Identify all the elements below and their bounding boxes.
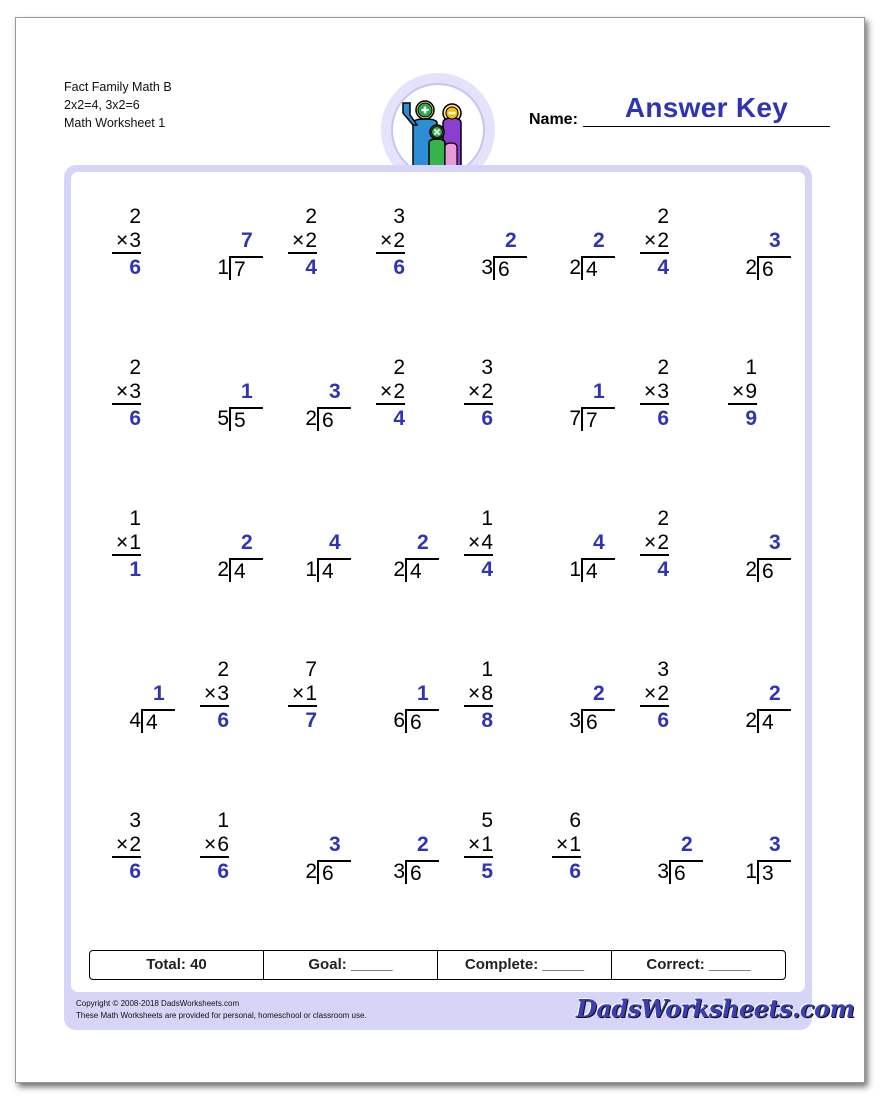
dividend: 6 xyxy=(405,709,439,733)
answer: 1 xyxy=(241,380,253,403)
division-problem xyxy=(365,508,445,598)
divisor: 7 xyxy=(569,407,581,430)
times-sign: × xyxy=(116,833,129,856)
times-sign: × xyxy=(644,380,657,403)
multiplier: ×2 xyxy=(112,834,141,858)
worksheet-title: Fact Family Math B xyxy=(64,80,172,94)
answer: 6 xyxy=(217,860,229,883)
multiplicand: 1 xyxy=(217,809,229,832)
name-label: Name: xyxy=(529,111,578,128)
multiplier: ×2 xyxy=(640,683,669,707)
answer: 2 xyxy=(505,229,517,252)
answer: 9 xyxy=(745,407,757,430)
multiplicand: 3 xyxy=(657,658,669,681)
divisor: 3 xyxy=(657,860,669,883)
division-problem xyxy=(101,659,181,749)
multiplicand: 7 xyxy=(305,658,317,681)
multiplier: ×2 xyxy=(640,532,669,556)
answer: 4 xyxy=(393,407,405,430)
dividend: 6 xyxy=(757,256,791,280)
division-problem xyxy=(541,659,621,749)
divisor: 2 xyxy=(305,860,317,883)
times-sign: × xyxy=(380,229,393,252)
multiplication-problem xyxy=(629,357,709,447)
multiplicand: 3 xyxy=(481,356,493,379)
multiplier: ×2 xyxy=(376,230,405,254)
answer: 4 xyxy=(481,558,493,581)
answer: 4 xyxy=(657,256,669,279)
answer: 1 xyxy=(153,682,165,705)
multiplicand: 2 xyxy=(657,205,669,228)
score-table xyxy=(89,950,786,980)
multiplicand: 6 xyxy=(569,809,581,832)
divisor: 1 xyxy=(217,256,229,279)
dividend: 4 xyxy=(229,558,263,582)
division-problem xyxy=(189,206,269,296)
answer: 7 xyxy=(305,709,317,732)
dividend: 6 xyxy=(405,860,439,884)
times-sign: × xyxy=(468,833,481,856)
divisor: 2 xyxy=(569,256,581,279)
dividend: 5 xyxy=(229,407,263,431)
division-problem xyxy=(453,206,533,296)
division-problem xyxy=(277,357,357,447)
multiplication-problem xyxy=(101,508,181,598)
multiplier: ×6 xyxy=(200,834,229,858)
answer: 2 xyxy=(593,229,605,252)
dividend: 6 xyxy=(757,558,791,582)
total-cell: Total: 40 xyxy=(90,951,264,979)
answer: 6 xyxy=(657,407,669,430)
multiplier: ×2 xyxy=(464,381,493,405)
divisor: 6 xyxy=(393,709,405,732)
dividend: 6 xyxy=(317,407,351,431)
times-sign: × xyxy=(468,531,481,554)
divisor: 2 xyxy=(217,558,229,581)
multiplicand: 5 xyxy=(481,809,493,832)
multiplication-problem xyxy=(277,659,357,749)
worksheet-subtitle: 2x2=4, 3x2=6 xyxy=(64,98,140,112)
answer: 3 xyxy=(769,229,781,252)
divisor: 2 xyxy=(745,256,757,279)
times-sign: × xyxy=(556,833,569,856)
times-sign: × xyxy=(644,682,657,705)
answer: 2 xyxy=(681,833,693,856)
answer: 3 xyxy=(769,531,781,554)
multiplier: ×3 xyxy=(200,683,229,707)
division-problem xyxy=(277,810,357,900)
multiplicand: 1 xyxy=(129,507,141,530)
dividend: 6 xyxy=(493,256,527,280)
multiplication-problem xyxy=(629,659,709,749)
answer: 6 xyxy=(217,709,229,732)
dividend: 4 xyxy=(141,709,175,733)
division-problem xyxy=(717,810,797,900)
divisor: 2 xyxy=(393,558,405,581)
multiplicand: 2 xyxy=(129,356,141,379)
division-problem xyxy=(629,810,709,900)
multiplication-problem xyxy=(101,810,181,900)
times-sign: × xyxy=(644,229,657,252)
multiplication-problem xyxy=(277,206,357,296)
multiplier: ×3 xyxy=(112,230,141,254)
divisor: 3 xyxy=(481,256,493,279)
multiplier: ×1 xyxy=(464,834,493,858)
dividend: 6 xyxy=(581,709,615,733)
answer: 3 xyxy=(329,833,341,856)
answer: 1 xyxy=(129,558,141,581)
multiplier: ×3 xyxy=(640,381,669,405)
multiplicand: 2 xyxy=(129,205,141,228)
divisor: 2 xyxy=(305,407,317,430)
answer: 1 xyxy=(593,380,605,403)
division-problem xyxy=(541,357,621,447)
multiplication-problem xyxy=(453,810,533,900)
worksheet-number: Math Worksheet 1 xyxy=(64,116,166,130)
multiplicand: 2 xyxy=(393,356,405,379)
multiplier: ×4 xyxy=(464,532,493,556)
answer: 6 xyxy=(481,407,493,430)
multiplier: ×2 xyxy=(640,230,669,254)
multiplication-problem xyxy=(365,357,445,447)
complete-cell[interactable]: Complete: _____ xyxy=(438,951,612,979)
multiplier: ×1 xyxy=(552,834,581,858)
multiplication-problem xyxy=(189,810,269,900)
multiplier: ×3 xyxy=(112,381,141,405)
divisor: 4 xyxy=(129,709,141,732)
answer: 4 xyxy=(593,531,605,554)
times-sign: × xyxy=(204,833,217,856)
correct-cell[interactable]: Correct: _____ xyxy=(646,956,751,973)
multiplication-problem xyxy=(453,659,533,749)
multiplication-problem xyxy=(189,659,269,749)
multiplication-problem xyxy=(541,810,621,900)
answer: 6 xyxy=(129,860,141,883)
division-problem xyxy=(541,508,621,598)
multiplier: ×1 xyxy=(112,532,141,556)
multiplication-problem xyxy=(365,206,445,296)
division-problem xyxy=(541,206,621,296)
answer: 1 xyxy=(417,682,429,705)
answer: 6 xyxy=(129,407,141,430)
dividend: 7 xyxy=(581,407,615,431)
times-sign: × xyxy=(380,380,393,403)
dividend: 7 xyxy=(229,256,263,280)
multiplication-problem xyxy=(629,508,709,598)
multiplier: ×8 xyxy=(464,683,493,707)
times-sign: × xyxy=(116,229,129,252)
answer: 2 xyxy=(593,682,605,705)
copyright-line: Copyright © 2008-2018 DadsWorksheets.com xyxy=(76,999,240,1008)
multiplicand: 2 xyxy=(217,658,229,681)
answer: 6 xyxy=(129,256,141,279)
multiplicand: 2 xyxy=(305,205,317,228)
times-sign: × xyxy=(468,682,481,705)
multiplicand: 2 xyxy=(657,356,669,379)
times-sign: × xyxy=(116,531,129,554)
worksheet-header-info xyxy=(64,78,172,132)
multiplicand: 1 xyxy=(481,658,493,681)
multiplicand: 1 xyxy=(481,507,493,530)
brand-logo: DadsWorksheets.com xyxy=(576,994,855,1023)
name-field[interactable] xyxy=(583,88,830,127)
multiplication-problem xyxy=(717,357,797,447)
dividend: 4 xyxy=(757,709,791,733)
multiplicand: 3 xyxy=(393,205,405,228)
times-sign: × xyxy=(468,380,481,403)
multiplicand: 3 xyxy=(129,809,141,832)
answer: 2 xyxy=(241,531,253,554)
divisor: 3 xyxy=(569,709,581,732)
times-sign: × xyxy=(292,682,305,705)
multiplier: ×2 xyxy=(376,381,405,405)
multiplier: ×2 xyxy=(288,230,317,254)
times-sign: × xyxy=(732,380,745,403)
multiplicand: 1 xyxy=(745,356,757,379)
answer: 4 xyxy=(305,256,317,279)
division-problem xyxy=(717,206,797,296)
divisor: 1 xyxy=(305,558,317,581)
divisor: 3 xyxy=(393,860,405,883)
problems-frame xyxy=(64,165,812,1030)
dividend: 4 xyxy=(581,256,615,280)
answer: 5 xyxy=(481,860,493,883)
division-problem xyxy=(277,508,357,598)
answer: 3 xyxy=(329,380,341,403)
multiplication-problem xyxy=(629,206,709,296)
divisor: 2 xyxy=(745,558,757,581)
multiplicand: 2 xyxy=(657,507,669,530)
division-problem xyxy=(717,659,797,749)
dividend: 3 xyxy=(757,860,791,884)
times-sign: × xyxy=(204,682,217,705)
goal-cell[interactable]: Goal: _____ xyxy=(264,951,438,979)
answer: 7 xyxy=(241,229,253,252)
answer: 2 xyxy=(417,531,429,554)
multiplication-problem xyxy=(453,508,533,598)
answer: 2 xyxy=(769,682,781,705)
times-sign: × xyxy=(292,229,305,252)
family-icon xyxy=(393,85,483,175)
answer: 6 xyxy=(569,860,581,883)
dividend: 4 xyxy=(405,558,439,582)
usage-line: These Math Worksheets are provided for personal, homeschool or classroom use. xyxy=(76,1011,367,1020)
dividend: 6 xyxy=(669,860,703,884)
division-problem xyxy=(189,508,269,598)
division-problem xyxy=(717,508,797,598)
dividend: 4 xyxy=(317,558,351,582)
answer: 2 xyxy=(417,833,429,856)
times-sign: × xyxy=(116,380,129,403)
division-problem xyxy=(365,810,445,900)
divisor: 1 xyxy=(745,860,757,883)
answer: 4 xyxy=(657,558,669,581)
answer: 6 xyxy=(657,709,669,732)
dividend: 6 xyxy=(317,860,351,884)
times-sign: × xyxy=(644,531,657,554)
divisor: 5 xyxy=(217,407,229,430)
division-problem xyxy=(189,357,269,447)
problems-panel xyxy=(71,172,805,992)
divisor: 1 xyxy=(569,558,581,581)
dividend: 4 xyxy=(581,558,615,582)
divisor: 2 xyxy=(745,709,757,732)
multiplier: ×1 xyxy=(288,683,317,707)
multiplication-problem xyxy=(101,357,181,447)
multiplication-problem xyxy=(101,206,181,296)
multiplier: ×9 xyxy=(728,381,757,405)
multiplication-problem xyxy=(453,357,533,447)
answer: 8 xyxy=(481,709,493,732)
answer-key-text: Answer Key xyxy=(624,92,789,123)
division-problem xyxy=(365,659,445,749)
answer: 6 xyxy=(393,256,405,279)
answer: 4 xyxy=(329,531,341,554)
answer: 3 xyxy=(769,833,781,856)
copyright-notice xyxy=(76,998,367,1022)
